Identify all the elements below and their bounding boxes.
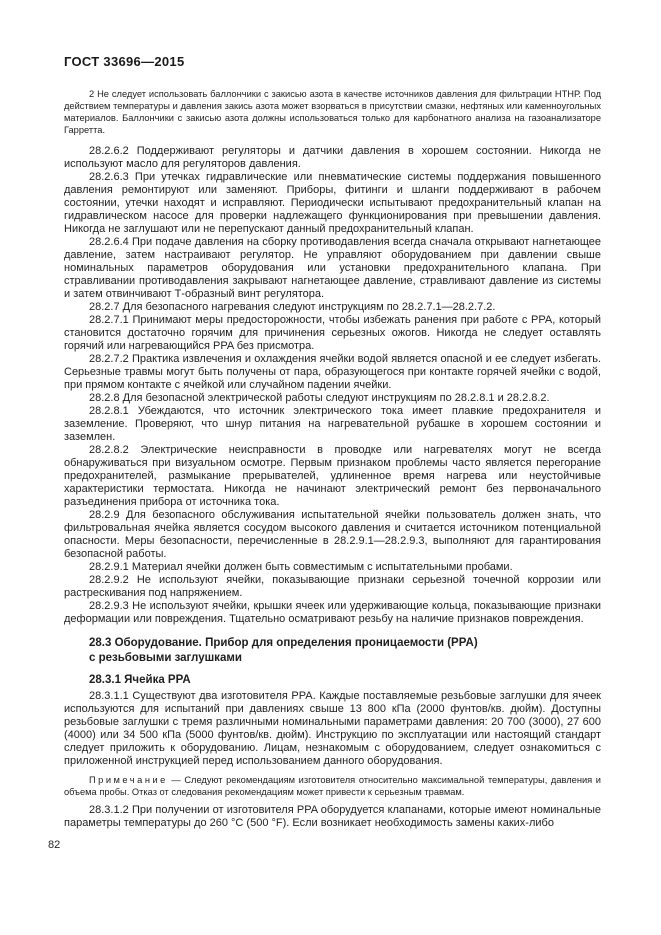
section-heading-28-3 bbox=[64, 636, 601, 666]
paragraph-28-2-6-2: 28.2.6.2 Поддерживают регуляторы и датчики давления в хорошем состоянии. Никогда не используют масло для регуляторов давления. bbox=[64, 145, 601, 170]
standard-number-header: ГОСТ 33696—2015 bbox=[64, 54, 185, 69]
paragraph-28-2-7-2: 28.2.7.2 Практика извлечения и охлаждения ячейки водой является опасной и ее следует избегать. Серьезные травмы могут быть получены от пара, образующегося при контакте горячей ячейки с водой, при прямом контакте с ячейкой или случайном падении ячейки. bbox=[64, 353, 601, 391]
note-label: Примечание bbox=[89, 775, 168, 785]
paragraph-28-3-1-2: 28.3.1.2 При получении от изготовителя PPA оборудуется клапанами, которые имеют номинальные параметры температуры до 260 °C (500 °F). Если возникает необходимость замены каких-либо bbox=[64, 804, 601, 829]
section-heading-line-2: с резьбовыми заглушками bbox=[89, 652, 242, 664]
paragraph-28-2-6-4: 28.2.6.4 При подаче давления на сборку противодавления всегда сначала открывают нагнетающее давление, затем настраивают регулятор. Не управляют оборудованием при давлении свыше номинальных параметров оборудования или установки предохранительного клапана. При стравливании противодавления закрывают нагнетающее давление, стравливают давление из системы и затем отвинчивают Т-образный винт регулятора. bbox=[64, 236, 601, 300]
paragraph-28-2-8-2: 28.2.8.2 Электрические неисправности в проводке или нагревателях могут не всегда обнаруживаться при визуальном осмотре. Первым признаком проблемы часто является перегорание предохранителей, размыкание прерывателей, удлиненное время нагрева или неустойчивые характеристики термостата. Никогда не начинают электрический ремонт без первоначального разъединения прибора от источника тока. bbox=[64, 444, 601, 508]
paragraph-28-2-6-3: 28.2.6.3 При утечках гидравлические или пневматические системы поддержания повышенного давления ремонтируют или заменяют. Приборы, фитинги и шланги поддерживают в рабочем состоянии, утечки находят и исправляют. Периодически испытывают предохранительный клапан на гидравлическом насосе для проверки надлежащего функционирования при превышении давления. Никогда не заглушают или не перепускают данный предохранительный клапан. bbox=[64, 171, 601, 235]
paragraph-28-2-8: 28.2.8 Для безопасной электрической работы следуют инструкциям по 28.2.8.1 и 28.2.8.2. bbox=[89, 392, 550, 404]
paragraph-28-2-9: 28.2.9 Для безопасного обслуживания испытательной ячейки пользователь должен знать, что фильтровальная ячейка является сосудом высокого давления и считается источником потенциальной опасности. Меры безопасности, перечисленные в 28.2.9.1—28.2.9.3, выполняют для гарантирования безопасной работы. bbox=[64, 509, 601, 560]
paragraph-28-3-1-1: 28.3.1.1 Существуют два изготовителя PPA. Каждые поставляемые резьбовые заглушки для ячеек используются для испытаний при давлениях свыше 13 800 кПа (2000 фунтов/кв. дюйм). Доступны резьбовые заглушки с тремя различными номинальными параметрами давления: 20 700 (3000), 27 600 (4000) или 34 500 кПа (5000 фунтов/кв. дюйм). Инструкцию по эксплуатации или настоящий стандарт следует приложить к оборудованию. Лицам, незнакомым с оборудованием, следует ознакомиться с приложенной инструкцией перед использованием данного оборудования. bbox=[64, 690, 601, 767]
paragraph-28-2-9-3: 28.2.9.3 Не используют ячейки, крышки ячеек или удерживающие кольца, показывающие признаки деформации или повреждения. Тщательно осматривают резьбу на наличие признаков повреждения. bbox=[64, 600, 601, 625]
paragraph-28-2-7-1: 28.2.7.1 Принимают меры предосторожности, чтобы избежать ранения при работе с PPA, который становится достаточно горячим для причинения серьезных ожогов. Никогда не следует оставлять горячий или нагревающийся PPA без присмотра. bbox=[64, 314, 601, 352]
paragraph-28-2-9-1: 28.2.9.1 Материал ячейки должен быть совместимым с испытательными пробами. bbox=[89, 561, 513, 573]
page-number: 82 bbox=[48, 839, 61, 851]
subsection-heading-28-3-1: 28.3.1 Ячейка PPA bbox=[89, 674, 191, 686]
paragraph-28-2-8-1: 28.2.8.1 Убеждаются, что источник электрического тока имеет плавкие предохранителя и заземление. Проверяют, что шнур питания на нагревательной рубашке в хорошем состоянии и заземлен. bbox=[64, 405, 601, 443]
fine-print-paragraph: 2 Не следует использовать баллончики с закисью азота в качестве источников давления для фильтрации НТНР. Под действием температуры и давления закись азота может взорваться в присутствии смазки, нефтяных или каменноугольных материалов. Баллончики с закисью азота должны использоваться только для карбонатного анализа на газоанализаторе Гарретта. bbox=[64, 89, 601, 135]
document-content bbox=[64, 88, 601, 830]
paragraph-28-2-7: 28.2.7 Для безопасного нагревания следуют инструкциям по 28.2.7.1—28.2.7.2. bbox=[89, 301, 496, 313]
note-text: — Следуют рекомендациям изготовителя относительно максимальной температуры, давления и объема пробы. Отказ от следования рекомендациям может привести к серьезным травмам. bbox=[64, 775, 601, 797]
section-heading-line-1: 28.3 Оборудование. Прибор для определения проницаемости (PPA) bbox=[89, 637, 478, 649]
paragraph-28-2-9-2: 28.2.9.2 Не используют ячейки, показывающие признаки серьезной точечной коррозии или растрескивания под напряжением. bbox=[64, 574, 601, 599]
note-paragraph bbox=[64, 774, 601, 798]
